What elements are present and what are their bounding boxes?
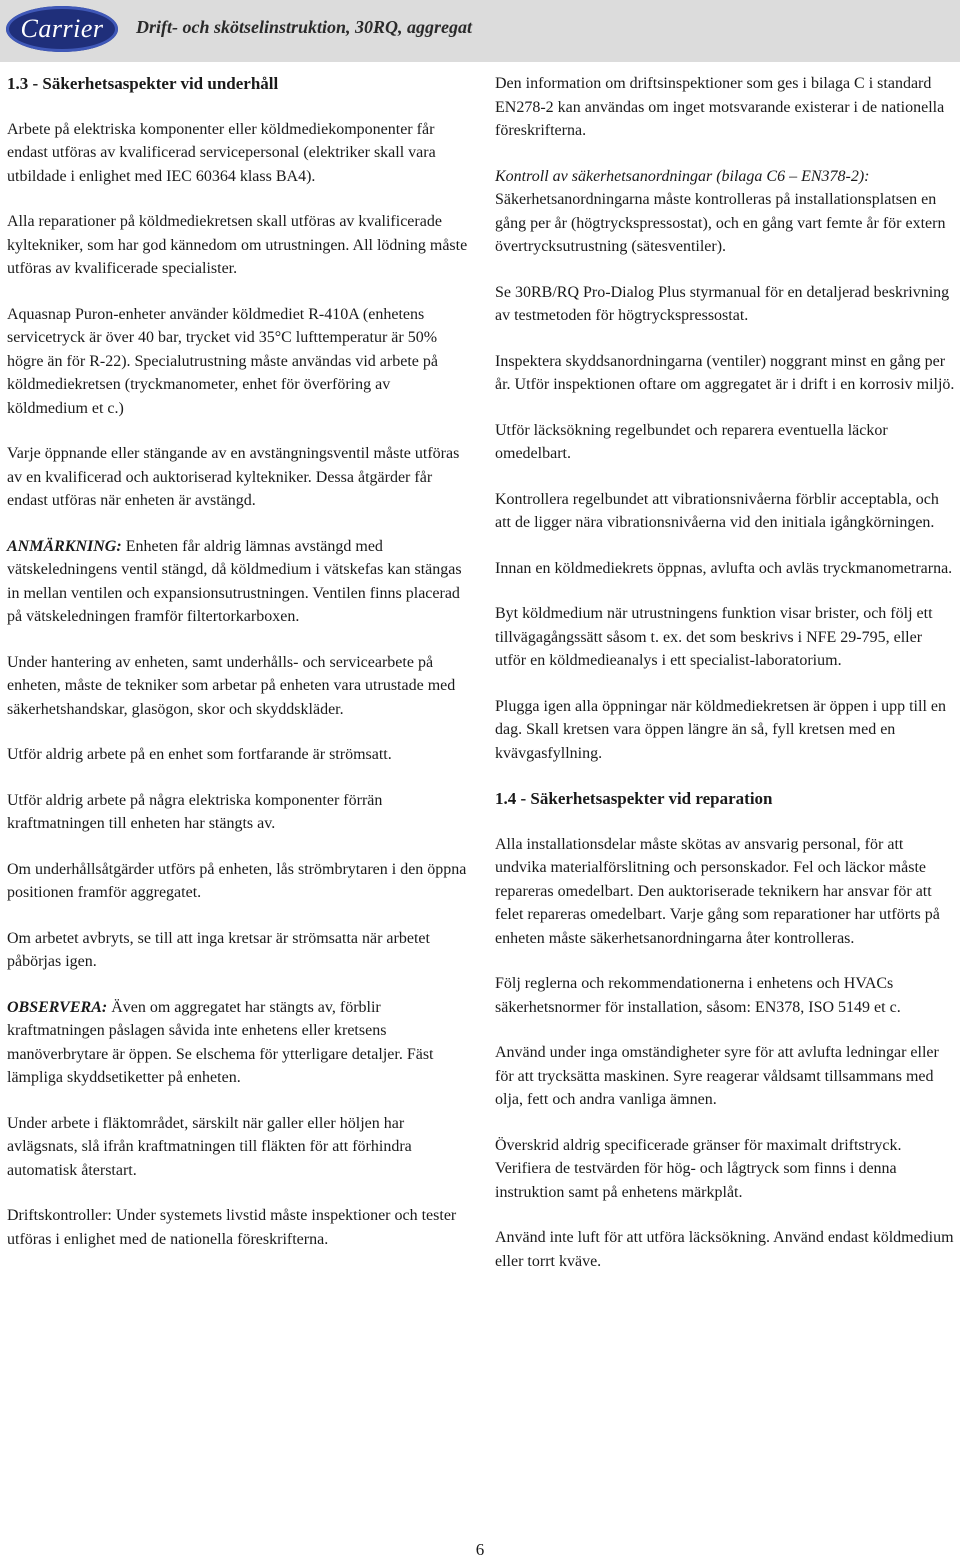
paragraph: Kontrollera regelbundet att vibrationsnivåerna förblir acceptabla, och att de ligger nära vibrationsnivåerna vid den initiala igångkörningen. xyxy=(495,490,939,531)
paragraph: Följ reglerna och rekommendationerna i enhetens och HVACs säkerhetsnormer för installation, såsom: EN378, ISO 5149 et c. xyxy=(495,975,901,1016)
paragraph: Utför aldrig arbete på några elektriska komponenter förrän kraftmatningen till enheten har stängts av. xyxy=(7,791,383,832)
paragraph: Driftskontroller: Under systemets livstid måste inspektioner och tester utföras i enlighet med de nationella föreskrifterna. xyxy=(7,1207,457,1248)
paragraph: Alla reparationer på köldmediekretsen skall utföras av kvalificerade kyltekniker, som har god kännedom om utrustningen. All lödning måste utföras av kvalificerade specialister. xyxy=(7,213,468,277)
inspection-title: Kontroll av säkerhetsanordningar (bilaga C6 – EN378-2): xyxy=(495,167,870,185)
paragraph: Använd under inga omständigheter syre för att avlufta ledningar eller för att trycksätta maskinen. Syre reagerar våldsamt tillsammans med olja, fett och andra vanliga ämnen. xyxy=(495,1044,939,1108)
right-column xyxy=(495,72,957,1295)
paragraph: Inspektera skyddsanordningarna (ventiler) noggrant minst en gång per år. Utför inspektionen oftare om aggregatet är i drift i en korrosiv miljö. xyxy=(495,352,955,393)
left-column xyxy=(7,72,469,1273)
note-text: Enheten får aldrig lämnas avstängd med vätskeledningens ventil stängd, då köldmedium i vätskefas kan stängas in mellan ventilen och expansionsutrustningen. Ventilen finns placerad på vätskeledningen framför filtertorkarboxen. xyxy=(7,537,462,625)
logo-text: Carrier xyxy=(20,14,104,43)
paragraph: Under arbete i fläktområdet, särskilt när galler eller höljen har avlägsnats, slå ifrån kraftmatningen till fläkten för att förhindra automatisk återstart. xyxy=(7,1114,412,1179)
paragraph: Utför läcksökning regelbundet och reparera eventuella läckor omedelbart. xyxy=(495,421,888,462)
paragraph: Innan en köldmediekrets öppnas, avlufta och avläs tryckmanometrarna. xyxy=(495,559,953,577)
warning-text: Även om aggregatet har stängts av, förblir kraftmatningen påslagen såvida inte enhetens eller kretsens manöverbrytare är öppen. Se elschema för ytterligare detaljer. Fäst lämpliga skyddsetiketter på enheten. xyxy=(7,998,434,1086)
paragraph: Arbete på elektriska komponenter eller köldmediekomponenter får endast utföras av kvalificerad servicepersonal (elektriker skall vara utbildade i enlighet med IEC 60364 klass BA4). xyxy=(7,120,436,185)
section-heading-1-4: 1.4 - Säkerhetsaspekter vid reparation xyxy=(495,789,773,808)
carrier-logo xyxy=(6,6,118,52)
note-label: ANMÄRKNING: xyxy=(7,537,122,555)
paragraph: Byt köldmedium när utrustningens funktion visar brister, och följ ett tillvägagångssätt såsom t. ex. det som beskrivs i NFE 29-795, eller utför en köldmedieanalys i ett specialist-laboratorium. xyxy=(495,605,933,669)
paragraph: Varje öppnande eller stängande av en avstängningsventil måste utföras av en kvalificerad och auktoriserad kyltekniker. Dessa åtgärder får endast utföras när enheten är avstängd. xyxy=(7,445,460,509)
section-heading-1-3: 1.3 - Säkerhetsaspekter vid underhåll xyxy=(7,74,279,93)
paragraph: Se 30RB/RQ Pro-Dialog Plus styrmanual för en detaljerad beskrivning av testmetoden för högtryckspressostat. xyxy=(495,283,950,324)
document-title: Drift- och skötselinstruktion, 30RQ, aggregat xyxy=(136,17,473,37)
paragraph: Om arbetet avbryts, se till att inga kretsar är strömsatta när arbetet påbörjas igen. xyxy=(7,929,430,970)
paragraph: Överskrid aldrig specificerade gränser för maximalt driftstryck. Verifiera de testvärden för hög- och lågtryck som finns i denna instruktion samt på enhetens märkplåt. xyxy=(495,1136,902,1201)
page-number: 6 xyxy=(475,1540,485,1559)
paragraph: Använd inte luft för att utföra läcksökning. Använd endast köldmedium eller torrt kväve. xyxy=(495,1229,954,1270)
warning-paragraph xyxy=(7,996,469,1090)
note-paragraph xyxy=(7,535,469,629)
paragraph: Aquasnap Puron-enheter använder köldmediet R-410A (enhetens servicetryck är över 40 bar, trycket vid 35°C lufttemperatur är 50% högre än för R-22). Specialutrustning måste användas vid arbete på köldmediekretsen (tryckmanometer, enhet för överföring av köldmedium et c.) xyxy=(7,305,438,417)
page-header xyxy=(0,0,960,62)
paragraph: Om underhållsåtgärder utförs på enheten, lås strömbrytaren i den öppna positionen framför aggregatet. xyxy=(7,860,467,901)
paragraph: Plugga igen alla öppningar när köldmediekretsen är öppen i upp till en dag. Skall kretsen vara öppen längre än så, fyll kretsen med en kvävgasfyllning. xyxy=(495,697,946,762)
paragraph: Utför aldrig arbete på en enhet som fortfarande är strömsatt. xyxy=(7,746,392,763)
paragraph: Alla installationsdelar måste skötas av ansvarig personal, för att undvika materialförslitning och personskador. Fel och läckor måste repareras omedelbart. Den auktoriserade teknikern har ansvar för att felet repareras omedelbart. Varje gång som reparationer har utförts på enheten måste säkerhetsanordningarna åter kontrolleras. xyxy=(495,835,940,947)
paragraph: Den information om driftsinspektioner som ges i bilaga C i standard EN278-2 kan användas om inget motsvarande existerar i de nationella föreskrifterna. xyxy=(495,75,945,139)
inspection-paragraph xyxy=(495,165,957,259)
inspection-text: Säkerhetsanordningarna måste kontrolleras på installationsplatsen en gång per år (högtryckspressostat), och en gång vart femte år för extern övertrycksutrustning (sätesventiler). xyxy=(495,191,946,255)
paragraph: Under hantering av enheten, samt underhålls- och servicearbete på enheten, måste de tekniker som arbetar på enheten vara utrustade med säkerhetshandskar, glasögon, skor och skyddskläder. xyxy=(7,653,456,718)
warning-label: OBSERVERA: xyxy=(7,998,108,1016)
